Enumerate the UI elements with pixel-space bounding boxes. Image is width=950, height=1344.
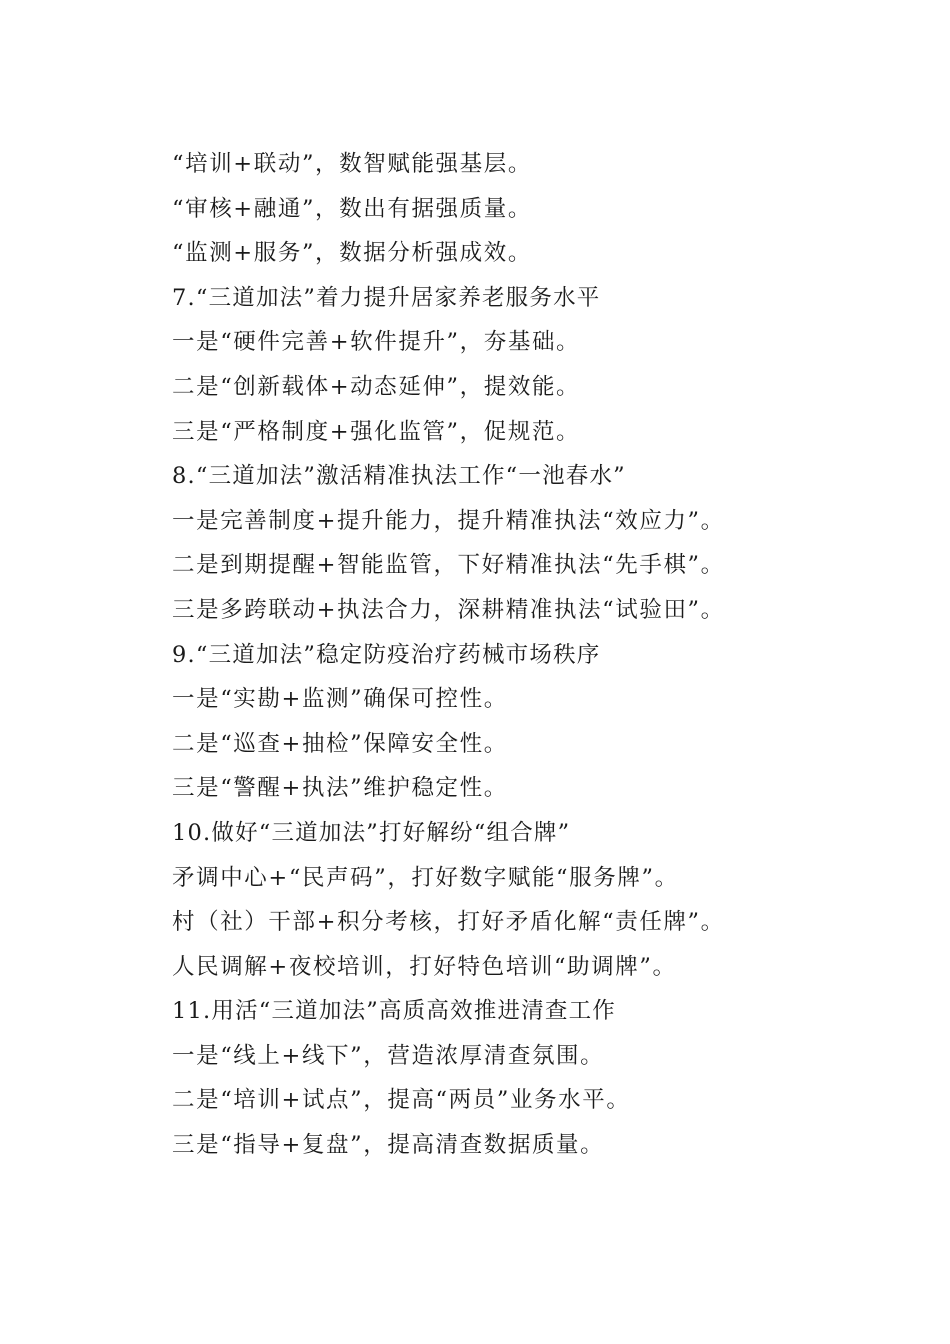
text-line: 村（社）干部+积分考核，打好矛盾化解“责任牌”。: [172, 909, 725, 936]
text-line: 三是多跨联动+执法合力，深耕精准执法“试验田”。: [172, 596, 725, 623]
text-line: 一是“硬件完善+软件提升”，夯基础。: [172, 329, 581, 356]
text-line: 二是“巡查+抽检”保障安全性。: [172, 730, 508, 757]
text-line: “审核+融通”，数出有据强质量。: [172, 195, 532, 222]
section-heading: 10.做好“三道加法”打好解纷“组合牌”: [172, 819, 571, 846]
text-line: 三是“指导+复盘”，提高清查数据质量。: [172, 1132, 605, 1159]
text-line: 矛调中心+“民声码”，打好数字赋能“服务牌”。: [172, 864, 679, 891]
document-body: [172, 142, 932, 1168]
text-line: “培训+联动”，数智赋能强基层。: [172, 151, 532, 177]
section-heading: 11.用活“三道加法”高质高效推进清查工作: [172, 998, 616, 1025]
section-heading: 9.“三道加法”稳定防疫治疗药械市场秩序: [172, 641, 601, 668]
section-heading: 8.“三道加法”激活精准执法工作“一池春水”: [172, 463, 626, 490]
text-line: 人民调解+夜校培训，打好特色培训“助调牌”。: [172, 953, 677, 980]
text-line: 三是“警醒+执法”维护稳定性。: [172, 775, 508, 802]
text-line: 一是“实勘+监测”确保可控性。: [172, 686, 508, 713]
text-line: 一是完善制度+提升能力，提升精准执法“效应力”。: [172, 507, 725, 534]
text-line: 二是“创新载体+动态延伸”，提效能。: [172, 373, 581, 400]
text-line: 二是到期提醒+智能监管，下好精准执法“先手棋”。: [172, 552, 725, 579]
text-line: “监测+服务”，数据分析强成效。: [172, 240, 532, 267]
section-heading: 7.“三道加法”着力提升居家养老服务水平: [172, 284, 601, 311]
text-line: 二是“培训+试点”，提高“两员”业务水平。: [172, 1087, 631, 1114]
text-line: 三是“严格制度+强化监管”，促规范。: [172, 418, 581, 445]
text-line: 一是“线上+线下”，营造浓厚清查氛围。: [172, 1042, 605, 1069]
